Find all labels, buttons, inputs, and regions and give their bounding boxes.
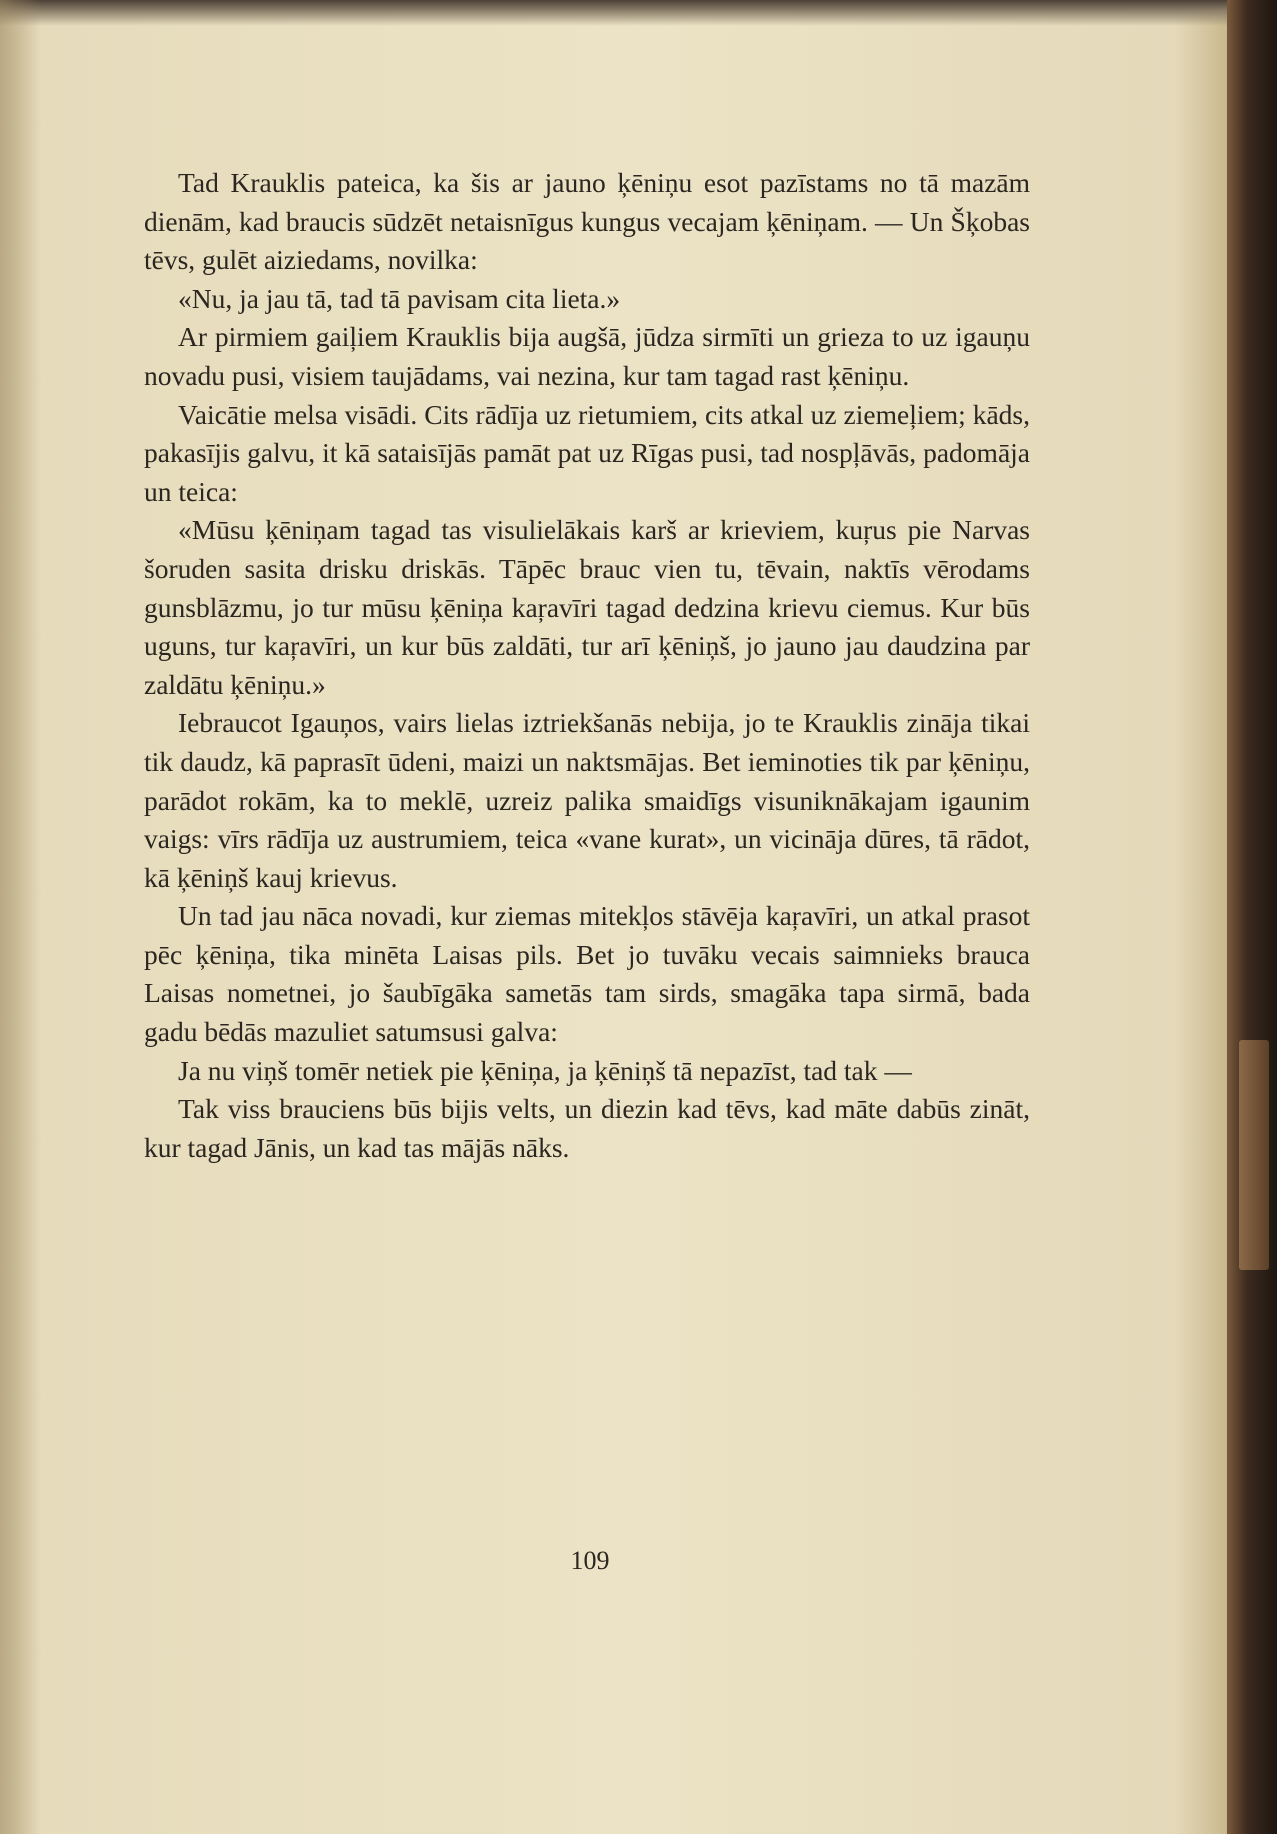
paragraph-1: Tad Krauklis pateica, ka šis ar jauno ķēniņu esot pazīstams no tā mazām dienām, kad braucis sūdzēt netaisnīgus kungus vecajam ķēniņam. — Un Šķobas tēvs, gulēt aiziedams, novilka: xyxy=(144,167,1030,276)
page-body-text xyxy=(144,164,1030,1167)
page-top-edge xyxy=(0,0,1230,26)
book-spine xyxy=(1227,0,1277,1834)
paragraph-6: Iebraucot Igauņos, vairs lielas iztriekšanās nebija, jo te Krauklis zināja tikai tik daudz, kā paprasīt ūdeni, maizi un naktsmājas. Bet ieminoties tik par ķēniņu, parādot rokām, ka to meklē, uzreiz palika smaidīgs visuniknākajam igaunim vaigs: vīrs rādīja uz austrumiem, teica «vane kurat», un vicināja dūres, tā rādot, kā ķēniņš kauj krievus. xyxy=(144,707,1030,893)
book-binding-strap xyxy=(1239,1040,1269,1270)
page-left-shadow xyxy=(0,0,42,1834)
paragraph-9: Tak viss brauciens būs bijis velts, un diezin kad tēvs, kad māte dabūs zināt, kur tagad Jānis, un kad tas mājās nāks. xyxy=(144,1093,1030,1163)
paragraph-2: «Nu, ja jau tā, tad tā pavisam cita lieta.» xyxy=(178,282,621,314)
paragraph-8: Ja nu viņš tomēr netiek pie ķēniņa, ja ķēniņš tā nepazīst, tad tak — xyxy=(178,1054,912,1086)
paragraph-5: «Mūsu ķēniņam tagad tas visulielākais karš ar krieviem, kuŗus pie Narvas šoruden sasita drisku driskās. Tāpēc brauc vien tu, tēvain, naktīs vērodams gunsblāzmu, jo tur mūsu ķēniņa kaŗavīri tagad dedzina krievu ciemus. Kur būs uguns, tur kaŗavīri, un kur būs zaldāti, tur arī ķēniņš, jo jauno jau daudzina par zaldātu ķēniņu.» xyxy=(144,514,1030,700)
page-number: 109 xyxy=(570,1546,610,1575)
paragraph-3: Ar pirmiem gaiļiem Krauklis bija augšā, jūdza sirmīti un grieza to uz igauņu novadu pusi, visiem taujādams, vai nezina, kur tam tagad rast ķēniņu. xyxy=(144,321,1030,391)
paragraph-7: Un tad jau nāca novadi, kur ziemas mitekļos stāvēja kaŗavīri, un atkal prasot pēc ķēniņa, tika minēta Laisas pils. Bet jo tuvāku vecais saimnieks brauca Laisas nometnei, jo šaubīgāka sametās tam sirds, smagāka tapa sirmā, bada gadu bēdās mazuliet satumsusi galva: xyxy=(144,900,1030,1048)
paragraph-4: Vaicātie melsa visādi. Cits rādīja uz rietumiem, cits atkal uz ziemeļiem; kāds, pakasījis galvu, it kā sataisījās pamāt pat uz Rīgas pusi, tad nospļāvās, padomāja un teica: xyxy=(144,398,1030,507)
